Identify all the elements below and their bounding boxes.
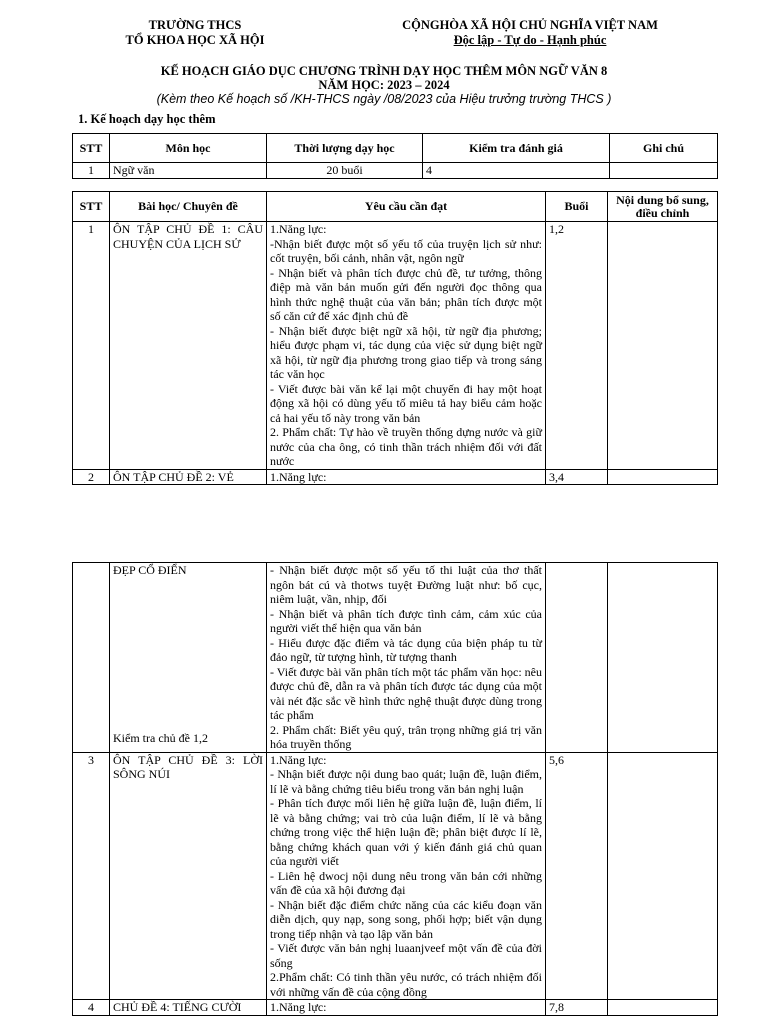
cell-requirements [267,563,546,753]
table-row [73,222,718,470]
header-note: Ghi chú [610,134,718,163]
cell-topic: ÔN TẬP CHỦ ĐỀ 3: LỜI SÔNG NÚI [110,752,267,1000]
cell-requirements [267,222,546,470]
cell-topic: ÔN TẬP CHỦ ĐỀ 1: CÂU CHUYỆN CỦA LỊCH SỬ [110,222,267,470]
cell-stt: 1 [73,163,110,179]
cell-sessions: 3,4 [546,469,608,485]
requirement-line: - Nhận biết được nội dung bao quát; luận đề, luận điểm, lí lẽ và bằng chứng tiêu biểu trong văn bản nghị luận [270,767,542,796]
requirement-line: 2. Phẩm chất: Tự hào về truyền thống dựng nước và giữ nước của cha ông, có tinh thần trách nhiệm đối với đất nước [270,425,542,468]
header-stt: STT [73,192,110,222]
table-header-row [73,134,718,163]
header-topic: Bài học/ Chuyên đề [110,192,267,222]
requirement-line: - Nhận biết đặc điểm chức năng của các kiểu đoạn văn diễn dịch, quy nạp, song song, phối hợp; biết vận dụng trong tiếp nhận và tạo lập văn bản [270,897,542,941]
requirement-line: - Viết được văn bản nghị luaanjveef một vấn đề của đời sống [270,941,542,970]
requirement-line: - Viết được bài văn phân tích một tác phẩm văn học: nêu được chủ đề, dẫn ra và phân tích được tác dụng của một vài nét đặc sắc về hình thức nghệ thuật được dùng trong tác phẩm [270,664,542,722]
header-assessment: Kiểm tra đánh giá [423,134,610,163]
cell-topic: ÔN TẬP CHỦ ĐỀ 2: VẺ [110,469,267,485]
header-duration: Thời lượng dạy học [267,134,423,163]
requirement-line: - Nhận biết được biệt ngữ xã hội, từ ngữ địa phương; hiểu được phạm vi, tác dụng của việc sử dụng biệt ngữ xã hội, từ ngữ địa phương trong giao tiếp và trong sáng tác văn học [270,323,542,381]
cell-stt: 2 [73,469,110,485]
section-heading: 1. Kế hoạch dạy học thêm [78,112,216,126]
cell-note [610,163,718,179]
requirement-line: 2. Phẩm chất: Biết yêu quý, trân trọng những giá trị văn hóa truyền thống [270,722,542,751]
header-subject: Môn học [110,134,267,163]
requirement-line: - Liên hệ dwocj nội dung nêu trong văn bản cới những vấn đề của xã hội đương đại [270,868,542,897]
cell-requirements [267,752,546,1000]
document-title: KẾ HOẠCH GIÁO DỤC CHƯƠNG TRÌNH DẠY HỌC THÊM MÔN NGỮ VĂN 8 [160,64,608,78]
cell-additions [608,752,718,1000]
requirement-line: 1.Năng lực: [270,222,327,236]
cell-assessment: 4 [423,163,610,179]
cell-sessions [546,563,608,753]
topic-test: Kiểm tra chủ đề 1,2 [113,730,208,745]
nation-name: CỘNGHÒA XÃ HỘI CHỦ NGHĨA VIỆT NAM [402,18,658,32]
cell-sessions: 7,8 [546,1000,608,1016]
cell-duration: 20 buổi [267,163,423,179]
nation-header [370,18,690,48]
lesson-table-continued [72,562,718,1016]
requirement-line: - Phân tích được mối liên hệ giữa luận đề, luận điểm, lí lẽ và bằng chứng; vai trò của luận điểm, lí lẽ và bằng chứng trong việc thể hiện luận đề; phân biệt được lí lẽ, bằng chứng khách quan với ý kiến đánh giá chủ quan của người viết [270,796,542,868]
table-header-row [73,192,718,222]
cell-topic: CHỦ ĐỀ 4: TIẾNG CƯỜI [110,1000,267,1016]
header-stt: STT [73,134,110,163]
school-name: TRƯỜNG THCS [148,18,242,32]
requirement-line: 1.Năng lực: [270,752,327,767]
cell-additions [608,222,718,470]
document-note: (Kèm theo Kế hoạch số /KH-THCS ngày /08/2023 của Hiệu trưởng trường THCS ) [156,92,612,106]
table-row [73,752,718,1000]
table-row [73,563,718,753]
school-header [90,18,300,48]
document-title-block [60,64,708,92]
table-row [73,163,718,179]
cell-additions [608,469,718,485]
header-additions: Nội dung bổ sung, điều chỉnh [608,192,718,222]
cell-requirements: 1.Năng lực: [267,1000,546,1016]
summary-table [72,133,718,179]
requirement-line: -Nhận biết được một số yếu tố của truyện lịch sử như: cốt truyện, bối cảnh, nhân vật, ngôn ngữ [270,236,542,265]
table-row [73,469,718,485]
lesson-table [72,191,718,485]
cell-additions [608,563,718,753]
topic-continuation: ĐẸP CỔ ĐIỂN [113,563,187,577]
header-sessions: Buổi [546,192,608,222]
requirement-line: - Viết được bài văn kể lại một chuyến đi hay một hoạt động xã hội có dùng yếu tố miêu tả hay biểu cảm hoặc cả hai yếu tố này trong văn bản [270,381,542,425]
cell-stt [73,563,110,753]
requirement-line: - Nhận biết và phân tích được tình cảm, cảm xúc của người viết thể hiện qua văn bản [270,606,542,635]
cell-requirements: 1.Năng lực: [267,469,546,485]
table-row [73,1000,718,1016]
requirement-line: - Nhận biết được một số yếu tố thi luật của thơ thất ngôn bát cú và thotws tuyệt Đường luật như: bố cục, niêm luật, vần, nhịp, đối [270,563,542,606]
cell-stt: 4 [73,1000,110,1016]
cell-stt: 1 [73,222,110,470]
cell-subject: Ngữ văn [110,163,267,179]
school-year: NĂM HỌC: 2023 – 2024 [318,78,450,92]
header-requirements: Yêu cầu cần đạt [267,192,546,222]
nation-motto: Độc lập - Tự do - Hạnh phúc [453,33,607,47]
requirement-line: 2.Phẩm chất: Có tinh thần yêu nước, có trách nhiệm đối với những vấn đề của cộng đồng [270,970,542,999]
cell-additions [608,1000,718,1016]
cell-sessions: 5,6 [546,752,608,1000]
cell-stt: 3 [73,752,110,1000]
cell-sessions: 1,2 [546,222,608,470]
requirement-line: - Hiểu được đặc điểm và tác dụng của biện pháp tu từ đảo ngữ, từ tượng hình, từ tượng thanh [270,635,542,664]
department-name: TỔ KHOA HỌC XÃ HỘI [125,33,265,47]
cell-topic [110,563,267,753]
requirement-line: - Nhận biết và phân tích được chủ đề, tư tưởng, thông điệp mà văn bản muốn gửi đến người đọc thông qua hình thức nghệ thuật của văn bản; phân tích được một số căn cứ để xác định chủ đề [270,265,542,323]
